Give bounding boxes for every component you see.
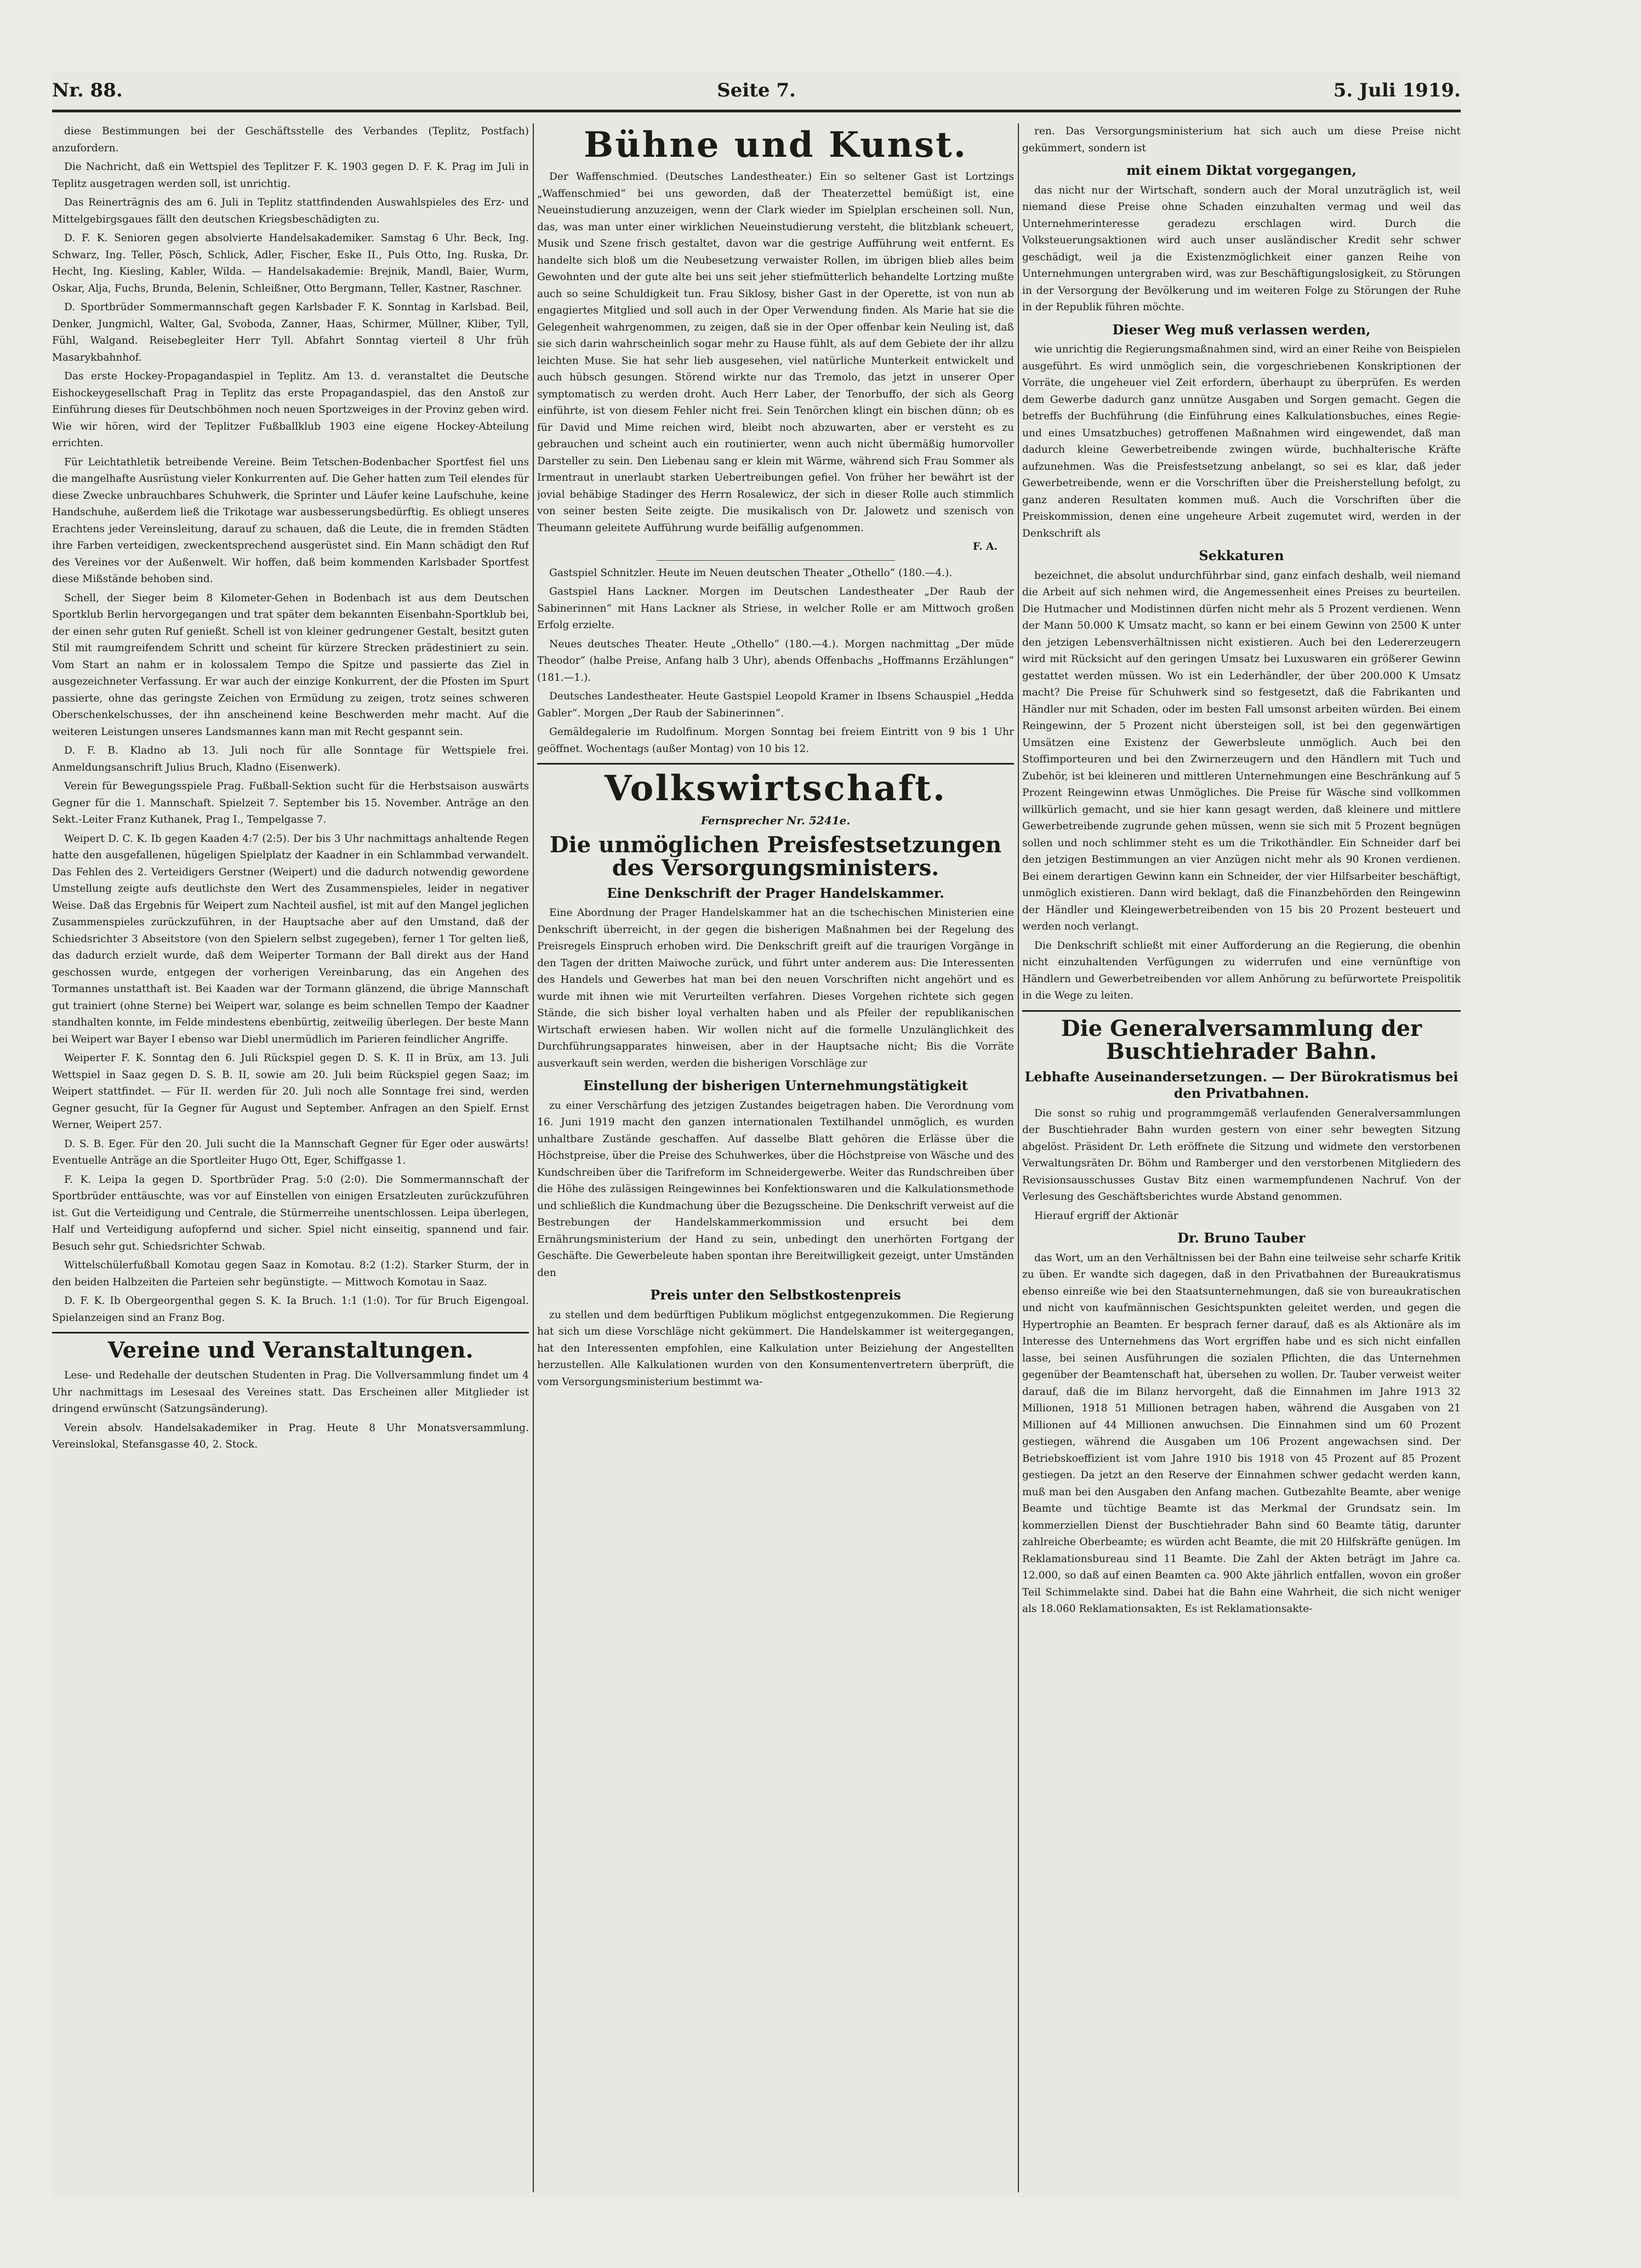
article-paragraph: D. Sportbrüder Sommermannschaft gegen Karlsbader F. K. Sonntag in Karlsbad. Beil, Denker, Jungmichl, Walter, Gal, Svoboda, Zanner, Haas, Schirmer, Müllner, Kliber, Tyll, Fühl, Walgand. Reisebegleiter Herr Tyll. Abfahrt Sonntag vierteil 8 Uhr früh Masarykbahnhof. <box>52 301 529 363</box>
section-title-volkswirtschaft: Volkswirtschaft. <box>604 768 947 810</box>
column-sport <box>52 123 529 2192</box>
inline-heading: Einstellung der bisherigen Unternehmungstätigkeit <box>583 1078 968 1094</box>
newspaper-page <box>52 71 1461 2198</box>
column-culture-economy <box>537 123 1014 2192</box>
section-divider <box>1022 1010 1461 1012</box>
article-paragraph: Die Denkschrift schließt mit einer Aufforderung an die Regierung, die obenhin nicht einzuhaltenden Verfügungen zu widerrufen und eine vernünftige von Händlern und Gewerbetreibenden vor allem Anhörung zu befürwortete Preispolitik in die Wege zu leiten. <box>1022 939 1461 1001</box>
column-rule <box>1018 123 1019 2192</box>
article-paragraph: diese Bestimmungen bei der Geschäftsstelle des Verbandes (Teplitz, Postfach) anzufordern. <box>52 126 529 154</box>
article-paragraph: Weiperter F. K. Sonntag den 6. Juli Rückspiel gegen D. S. K. II in Brüx, am 13. Juli Wettspiel in Saaz gegen D. S. B. II, sowie am 20. Juli beim Rückspiel gegen Saaz; im Weipert stattfindet. — Für II. werden für 20. Juli noch alle Sonntage frei sind, werden Gegner gesucht, für Ia Gegner für August und September. Anfragen an den Spielf. Ernst Werner, Weipert 257. <box>52 1052 529 1131</box>
article-headline: Die unmöglichen Preisfestsetzungen des Versorgungsministers. <box>549 831 1002 881</box>
theater-note: Gastspiel Hans Lackner. Morgen im Deutschen Landestheater „Der Raub der Sabinerinnen“ mit Hans Lackner als Striese, in welcher Rolle er am Mittwoch großen Erfolg erzielte. <box>537 586 1014 631</box>
author-signature: F. A. <box>972 541 998 553</box>
article-paragraph: Für Leichtathletik betreibende Vereine. Beim Tetschen-Bodenbacher Sportfest fiel uns die mangelhafte Ausrüstung vieler Konkurrenten auf. Die Geher hatten zum Teil elendes für diese Zwecke unbrauchbares Schuhwerk, die Sprinter und Läufer keine Laufschuhe, keine Handschuhe, außerdem ließ die Trikotage war ausbesserungsbedürftig. Es obliegt unseres Erachtens jeder Vereinsleitung, darauf zu schauen, daß die Leute, die in fremden Städten ihre Farben verteidigen, zweckentsprechend ausgerüstet sind. Ein Mann schädigt den Ruf des Vereines vor der Außenwelt. Wir hoffen, daß beim kommenden Karlsbader Sportfest diese Mißstände behoben sind. <box>52 456 529 585</box>
inline-heading: Dr. Bruno Tauber <box>1177 1230 1306 1246</box>
article-paragraph: Das Reinerträgnis des am 6. Juli in Teplitz stattfindenden Auswahlspieles des Erz- und Mittelgebirgsgaues fällt den deutschen Kriegsbeschädigten zu. <box>52 197 529 225</box>
article-paragraph: Schell, der Sieger beim 8 Kilometer-Gehen in Bodenbach ist aus dem Deutschen Sportklub Berlin hervorgegangen und trat später dem bekannten Eisenbahn-Sportklub bei, der einen sehr guten Ruf genießt. Schell ist von kleiner gedrungener Gestalt, besitzt guten Stil mit raumgreifendem Schritt und scheint für kürzere Strecken prädestiniert zu sein. Vom Start an nahm er in kolossalem Tempo die Spitze und passierte das Ziel in ausgezeichneter Verfassung. Er war auch der einzige Konkurrent, der die Pfosten im Spurt passierte, ohne das geringste Zeichen von Ermüdung zu zeigen, trotz seines schweren Oberschenkelschusses, der ihn anscheinend keine Beschwerden mehr macht. Auf die weiteren Leistungen unseres Landsmannes kann man mit Recht gespannt sein. <box>52 592 529 738</box>
issue-date: 5. Juli 1919. <box>1333 79 1461 101</box>
theater-note: Deutsches Landestheater. Heute Gastspiel Leopold Kramer in Ibsens Schauspiel „Hedda Gabler“. Morgen „Der Raub der Sabinerinnen“. <box>537 691 1014 719</box>
article-paragraph: D. F. K. Senioren gegen absolvierte Handelsakademiker. Samstag 6 Uhr. Beck, Ing. Schwarz, Ing. Teller, Pösch, Schlick, Adler, Fischer, Eske II., Puls Otto, Ing. Ruska, Dr. Hecht, Ing. Kiesling, Kabler, Wilda. — Handelsakademie: Brejnik, Mandl, Baier, Wurm, Oskar, Alja, Fuchs, Brunda, Belenin, Schleißner, Otto Bergmann, Teller, Kastner, Raschner. <box>52 232 529 294</box>
article-paragraph: wie unrichtig die Regierungsmaßnahmen sind, wird an einer Reihe von Beispielen ausgeführt. Es wird unmöglich sein, die vorgeschriebenen Konskriptionen der Vorräte, die ungeheuer viel Zeit erfordern, überhaupt zu überprüfen. Es werden dem Gewerbe dadurch ganz unnütze Ausgaben und Sorgen gemacht. Gegen die betreffs der Buchführung (die Einführung eines Kalkulationsbuches, eines Regie- und eines Umsatzbuches) getroffenen Maßnahmen wird eingewendet, daß man dadurch kleine Gewerbetreibende zwingen würde, buchhalterische Kräfte aufzunehmen. Was die Preisfestsetzung anbelangt, so sei es klar, daß jeder Gewerbetreibende, wenn er die Vorschriften über die Preisherstellung befolgt, zu ganz anderen Resultaten kommen muß. Auch die Vorschriften über die Preiskommission, denen eine ungeheure Arbeit zugemutet wird, werden in der Denkschrift als <box>1022 344 1461 539</box>
page-number: Seite 7. <box>717 79 796 101</box>
article-paragraph: zu stellen und dem bedürftigen Publikum möglichst entgegenzukommen. Die Regierung hat sich um diese Vorschläge nicht gekümmert. Die Handelskammer ist weitergegangen, hat den Interessenten empfohlen, eine Kalkulation unter Beiziehung der Angestellten herzustellen. Alle Kalkulationen wurden von den Konsumentenvertretern überprüft, die vom Versorgungsministerium bestimmt wa- <box>537 1309 1014 1388</box>
section-divider <box>52 1332 529 1334</box>
article-paragraph: ren. Das Versorgungsministerium hat sich auch um diese Preise nicht gekümmert, sondern ist <box>1022 126 1461 154</box>
column-rule <box>533 123 534 2192</box>
article-subheadline: Lebhafte Auseinandersetzungen. — Der Bürokratismus bei den Privatbahnen. <box>1024 1068 1458 1101</box>
article-paragraph: das nicht nur der Wirtschaft, sondern auch der Moral unzuträglich ist, weil niemand diese Preise ohne Schaden einzuhalten vermag und weil das Unternehmerinteresse geradezu erschlagen wird. Durch die Volksteuerungsaktionen wird auch unser ausländischer Kredit sehr schwer geschädigt, weil ja die Existenzmöglichkeit einer ganzen Reihe von Unternehmungen untergraben wird, was zur Beschäftigungslosigkeit, zu Störungen in der Versorgung der Bevölkerung und im weiteren Folge zu Störungen der Ruhe in der Republik führen möchte. <box>1022 184 1461 313</box>
article-paragraph: Lese- und Redehalle der deutschen Studenten in Prag. Die Vollversammlung findet um 4 Uhr nachmittags im Lesesaal des Vereines statt. Das Erscheinen aller Mitglieder ist dringend erwünscht (Satzungsänderung). <box>52 1370 529 1415</box>
article-paragraph: Weipert D. C. K. Ib gegen Kaaden 4:7 (2:5). Der bis 3 Uhr nachmittags anhaltende Regen hatte den ausgefallenen, hügeligen Spielplatz der Kaadner in ein Schlammbad verwandelt. Das Fehlen des 2. Verteidigers Gerstner (Weipert) und die dadurch notwendig gewordene Umstellung zeigte aufs deutlichste den Wert des Zusammenspieles, leider in negativer Weise. Daß das Ergebnis für Weipert zum Nachteil ausfiel, ist mit auf den Mangel jeglichen Zusammenspieles zurückzuführen, in der Hauptsache aber auf den Umstand, daß der Schiedsrichter 3 Abseitstore (von den Spielern selbst zugegeben), ferner 1 Tor gelten ließ, das dadurch erzielt wurde, daß dem Weiperter Tormann der Ball direkt aus der Hand geschossen wurde, entgegen der vorherigen Vereinbarung, das ein Angehen des Tormannes unstatthaft ist. Bei Kaaden war der Tormann glänzend, die übrige Mannschaft gut trainiert (ohne Sterne) bei Weipert war, solange es beim schnellen Tempo der Kaadner standhalten konnte, im Felde mindestens ebenbürtig, zeitweilig überlegen. Der beste Mann bei Weipert war Bayer I ebenso war Diebl unermüdlich im Parieren feindlicher Angriffe. <box>52 833 529 1045</box>
article-paragraph: Die sonst so ruhig und programmgemäß verlaufenden Generalversammlungen der Buschtiehrader Bahn wurden gestern von einer sehr bewegten Sitzung abgelöst. Präsident Dr. Leth eröffnete die Sitzung und widmete den verstorbenen Verwaltungsräten Dr. Böhm und Ramberger und den verstorbenen Mitgliedern des Revisionsausschusses Gustav Bitz einen warmempfundenen Nachruf. Von der Verlesung des Geschäftsberichtes wurde Abstand genommen. <box>1022 1107 1461 1203</box>
article-paragraph: Verein absolv. Handelsakademiker in Prag. Heute 8 Uhr Monatsversammlung. Vereinslokal, Stefansgasse 40, 2. Stock. <box>52 1422 529 1450</box>
inline-heading: Dieser Weg muß verlassen werden, <box>1112 321 1371 338</box>
article-paragraph: D. F. B. Kladno ab 13. Juli noch für alle Sonntage für Wettspiele frei. Anmeldungsanschrift Julius Bruch, Kladno (Eisenwerk). <box>52 745 529 773</box>
article-paragraph: D. S. B. Eger. Für den 20. Juli sucht die Ia Mannschaft Gegner für Eger oder auswärts! Eventuelle Anträge an die Sportleiter Hugo Ott, Eger, Schiffgasse 1. <box>52 1138 529 1166</box>
article-paragraph: Wittelschülerfußball Komotau gegen Saaz in Komotau. 8:2 (1:2). Starker Sturm, der in den beiden Halbzeiten die Parteien sehr begünstigte. — Mittwoch Komotau in Saaz. <box>52 1260 529 1288</box>
article-paragraph: bezeichnet, die absolut undurchführbar sind, ganz einfach deshalb, weil niemand die Arbeit auf sich nehmen wird, die Angemessenheit eines Preises zu beurteilen. Die Hutmacher und Modistinnen dürfen nicht mehr als 5 Prozent verdienen. Wenn der Mann 50.000 K Umsatz macht, so kann er bei einem Gewinn von 2500 K unter den jetzigen Lebensverhältnissen nicht existieren. Auch bei den Ledererzeugern wird mit Rücksicht auf den geringen Umsatz bei Luxuswaren ein größerer Gewinn gestattet werden müssen. Wo ist ein Lederhändler, der über 200.000 K Umsatz macht? Die Preise für Schuhwerk sind so festgesetzt, daß die Fabrikanten und Händler nur mit Schaden, oder im besten Fall umsonst arbeiten würden. Bei einem Reingewinn, der 5 Prozent nicht übersteigen soll, ist bei den gegenwärtigen Umsätzen eine Existenz der Gewerbsleute unmöglich. Auch bei den Stoffimporteuren und bei den Zwirnerzeugern und den Händlern mit Tuch und Zubehör, ist bei kleineren und mittleren Unternehmungen eine Beschränkung auf 5 Prozent Reingewinn etwas Unmögliches. Die Preise für Wäsche sind vollkommen willkürlich gemacht, und sie hier kann gesagt werden, daß kleinere und mittlere Gewerbetreibende zugrunde gehen müssen, wenn sie sich mit 5 Prozent begnügen sollen und noch schlimmer steht es um die Trikothändler. Ein Schneider darf bei den jetzigen Bestimmungen an vier Anzügen nicht mehr als 90 Kronen verdienen. Bei einem derartigen Gewinn kann ein Schneider, der vier Hilfsarbeiter beschäftigt, unmöglich existieren. Dann wird beklagt, daß die Finanzbehörden den Reingewinn der Händler und Kleingewerbetreibenden von 15 bis 20 Prozent besteuert und werden noch verlangt. <box>1022 569 1461 932</box>
page-header <box>52 71 1461 112</box>
article-subheadline: Eine Denkschrift der Prager Handelskammer. <box>607 885 944 901</box>
phone-number: Fernsprecher Nr. 5241e. <box>700 814 851 828</box>
article-paragraph: zu einer Verschärfung des jetzigen Zustandes beigetragen haben. Die Verordnung vom 16. Juni 1919 macht den ganzen internationalen Textilhandel unmöglich, es wurden unhaltbare Zustände geschaffen. Auf dasselbe Blatt gehören die Erlässe über die Höchstpreise, über die Preise des Schuhwerkes, über die Höchstpreise von Wäsche und des Kundschreiben über die Tarifreform im Schneidergewerbe. Weiter das Rundschreiben über die Höhe des zulässigen Reingewinnes bei Konfektionswaren und die Kalkulationsmethode und schließlich die Kundmachung über die Bezugsscheine. Die Denkschrift verweist auf die Bestrebungen der Handelskammerkommission und ersucht bei dem Ernährungsministerium der Hand zu sein, unbedingt den unerhörten Fortgang der Geschäfte. Die Gewerbeleute haben spontan ihre Bereitwilligkeit gezeigt, unter Umständen den <box>537 1099 1014 1279</box>
issue-number: Nr. 88. <box>52 79 123 101</box>
inline-heading: Preis unter den Selbstkostenpreis <box>650 1287 901 1303</box>
section-divider <box>537 763 1014 765</box>
article-headline: Die Generalversammlung der Buschtiehrader Bahn. <box>1061 1015 1422 1064</box>
article-paragraph: Das erste Hockey-Propagandaspiel in Teplitz. Am 13. d. veranstaltet die Deutsche Eishockeygesellschaft Prag in Teplitz das erste Propagandaspiel, das den Anstoß zur Einführung dieses für Deutschböhmen noch neuen Sportzweiges in der Provinz geben wird. Wie wir hören, wird der Teplitzer Fußballklub 1903 eine eigene Hockey-Abteilung errichten. <box>52 371 529 449</box>
article-paragraph: Verein für Bewegungsspiele Prag. Fußball-Sektion sucht für die Herbstsaison auswärts Gegner für die 1. Mannschaft. Spielzeit 7. September bis 15. November. Anträge an den Sekt.-Leiter Franz Kuthanek, Prag I., Tempelgasse 7. <box>52 780 529 825</box>
theater-note: Neues deutsches Theater. Heute „Othello“ (180.—4.). Morgen nachmittag „Der müde Theodor“ (halbe Preise, Anfang halb 3 Uhr), abends Offenbachs „Hoffmanns Erzählungen“ (181.—1.). <box>537 638 1014 683</box>
article-paragraph: Die Nachricht, daß ein Wettspiel des Teplitzer F. K. 1903 gegen D. F. K. Prag im Juli in Teplitz ausgetragen werden soll, ist unrichtig. <box>52 161 529 190</box>
inline-heading: mit einem Diktat vorgegangen, <box>1126 162 1357 178</box>
divider <box>657 560 895 561</box>
article-paragraph: das Wort, um an den Verhältnissen bei der Bahn eine teilweise sehr scharfe Kritik zu üben. Er wandte sich dagegen, daß in den Privatbahnen der Bureaukratismus ebenso einreiße wie bei den Staatsunternehmungen, daß sie von bureaukratischen und nicht von kaufmännischen Gesichtspunkten geleitet werden, und gegen die Hypertrophie an Beamten. Er besprach ferner darauf, daß es als Aktionäre als im Interesse des Unternehmens das Wort ergriffen habe und es sich nicht einfallen lasse, bei seinen Ausführungen die sozialen Pflichten, die das Unternehmen gegenüber der Beamtenschaft hat, übersehen zu wollen. Dr. Tauber verweist weiter darauf, daß die im Bilanz hervorgeht, daß die Einnahmen im Jahre 1913 32 Millionen, 1918 51 Millionen betragen haben, während die Ausgaben von 21 Millionen auf 44 Millionen anwuchsen. Die Einnahmen sind um 60 Prozent gestiegen, während die Ausgaben um 106 Prozent angewachsen sind. Der Betriebskoeffizient ist vom Jahre 1910 bis 1918 von 45 Prozent auf 85 Prozent gestiegen. Da jetzt an den Reserve der Einnahmen schwer gedacht werden kann, muß man bei den Ausgaben den Anfang machen. Gutbezahlte Beamte, aber wenige Beamte und tüchtige Beamte ist das Merkmal der Grundsatz sein. Im kommerziellen Dienst der Buschtiehrader Bahn sind 60 Beamte tätig, darunter zahlreiche Oberbeamte; es würden acht Beamte, die mit 20 Hilfskräfte genügen. Im Reklamationsbureau sind 11 Beamte. Die Zahl der Akten beträgt im Jahre ca. 12.000, so daß auf einen Beamten ca. 900 Akte jährlich entfallen, wovon ein großer Teil Schimmelakte sind. Dabei hat die Bahn eine Wahrheit, die sich nicht weniger als 18.060 Reklamationsakten, Es ist Reklamationsakte- <box>1022 1252 1461 1615</box>
article-paragraph: Hierauf ergriff der Aktionär <box>1034 1210 1178 1222</box>
column-economy-continued <box>1022 123 1461 2192</box>
section-title-vereine: Vereine und Veranstaltungen. <box>107 1337 474 1363</box>
theater-note: Gemäldegalerie im Rudolfinum. Morgen Sonntag bei freiem Eintritt von 9 bis 1 Uhr geöffnet. Wochentags (außer Montag) von 10 bis 12. <box>537 726 1014 755</box>
article-paragraph: Der Waffenschmied. (Deutsches Landestheater.) Ein so seltener Gast ist Lortzings „Waffenschmied“ bei uns geworden, daß der Theaterzettel bemüßigt ist, eine Neueinstudierung anzuzeigen, wenn der Clark wieder im Spielplan erscheinen soll. Nun, das, was man unter einer wirklichen Neueinstudierung versteht, die blitzblank scheuert, Musik und Szene frisch gestaltet, davon war die gestrige Aufführung weit entfernt. Es handelte sich bloß um die Neubesetzung verwaister Rollen, im übrigen blieb alles beim Gewohnten und der gute alte bei uns seit jeher stiefmütterlich behandelte Lortzing mußte auch so seine Schuldigkeit tun. Frau Siklosy, bisher Gast in der Operette, ist von nun ab engagiertes Mitglied und soll auch in der Oper Verwendung finden. Als Marie hat sie die Gelegenheit wahrgenommen, zu zeigen, daß sie in der Oper offenbar kein Neuling ist, daß sie sich darin wahrscheinlich sogar mehr zu Hause fühlt, als auf dem Gebiete der ihr allzu leichten Muse. Sie hat sehr lieb ausgesehen, viel natürliche Munterkeit entwickelt und auch hübsch gesungen. Störend wirkte nur das Tremolo, das jetzt in unserer Oper symptomatisch zu werden droht. Auch Herr Laber, der Tenorbuffo, der sich als Georg einführte, ist von diesem Fehler nicht frei. Sein Tenörchen klingt ein bischen dünn; ob es für David und Mime reichen wird, bleibt noch abzuwarten, aber er versteht es zu gebrauchen und scheint auch ein routinierter, wenn auch nicht übermäßig humorvoller Darsteller zu sein. Den Liebenau sang er klein mit Wärme, während sich Frau Sommer als Irmentraut in unerlaubt starken Uebertreibungen gefiel. Von früher her bewährt ist der jovial behäbige Stadinger des Herrn Rosalewicz, der sich in dieser Rolle auch stimmlich von seiner besten Seite zeigte. Die musikalisch von Dr. Jalowetz und szenisch von Theumann geleitete Aufführung wurde beifällig aufgenommen. <box>537 171 1014 534</box>
article-paragraph: F. K. Leipa Ia gegen D. Sportbrüder Prag. 5:0 (2:0). Die Sommermannschaft der Sportbrüder enttäuschte, was vor auf Einstellen von einigen Ersatzleuten zurückzuführen ist. Gut die Verteidigung und Centrale, die Stürmerreihe unentschlossen. Leipa überlegen, Half und Verteidigung aufopfernd und sicher. Spiel nicht einseitig, spannend und fair. Besuch sehr gut. Schiedsrichter Schwab. <box>52 1173 529 1252</box>
section-title-buehne: Bühne und Kunst. <box>584 124 967 166</box>
inline-heading: Sekkaturen <box>1199 548 1284 563</box>
article-paragraph: D. F. K. Ib Obergeorgenthal gegen S. K. Ia Bruch. 1:1 (1:0). Tor für Bruch Eigengoal. Spielanzeigen sind an Franz Bog. <box>52 1295 529 1324</box>
article-paragraph: Eine Abordnung der Prager Handelskammer hat an die tschechischen Ministerien eine Denkschrift überreicht, in der gegen die bisherigen Maßnahmen bei der Regelung des Preisregels Einspruch erhoben wird. Die Denkschrift greift auf die traurigen Vorgänge in den Tagen der dritten Maiwoche zurück, und führt unter anderem aus: Die Interessenten des Handels und Gewerbes hat man bei den neuen Vorschriften nicht angehört und es wurde mit ihnen wie mit Verurteilten verfahren. Dieses Vorgehen richtete sich gegen Stände, die sich bisher loyal verhalten haben und als Pfeiler der republikanischen Wirtschaft erwiesen haben. Wir wollen nicht auf die formelle Unzulänglichkeit des Durchführungsapparates hinweisen, aber in der Hauptsache nicht; Bis die Vorräte ausverkauft sein werden, werden die bisherigen Vorschläge zur <box>537 907 1014 1069</box>
theater-note: Gastspiel Schnitzler. Heute im Neuen deutschen Theater „Othello“ (180.—4.). <box>549 567 953 579</box>
